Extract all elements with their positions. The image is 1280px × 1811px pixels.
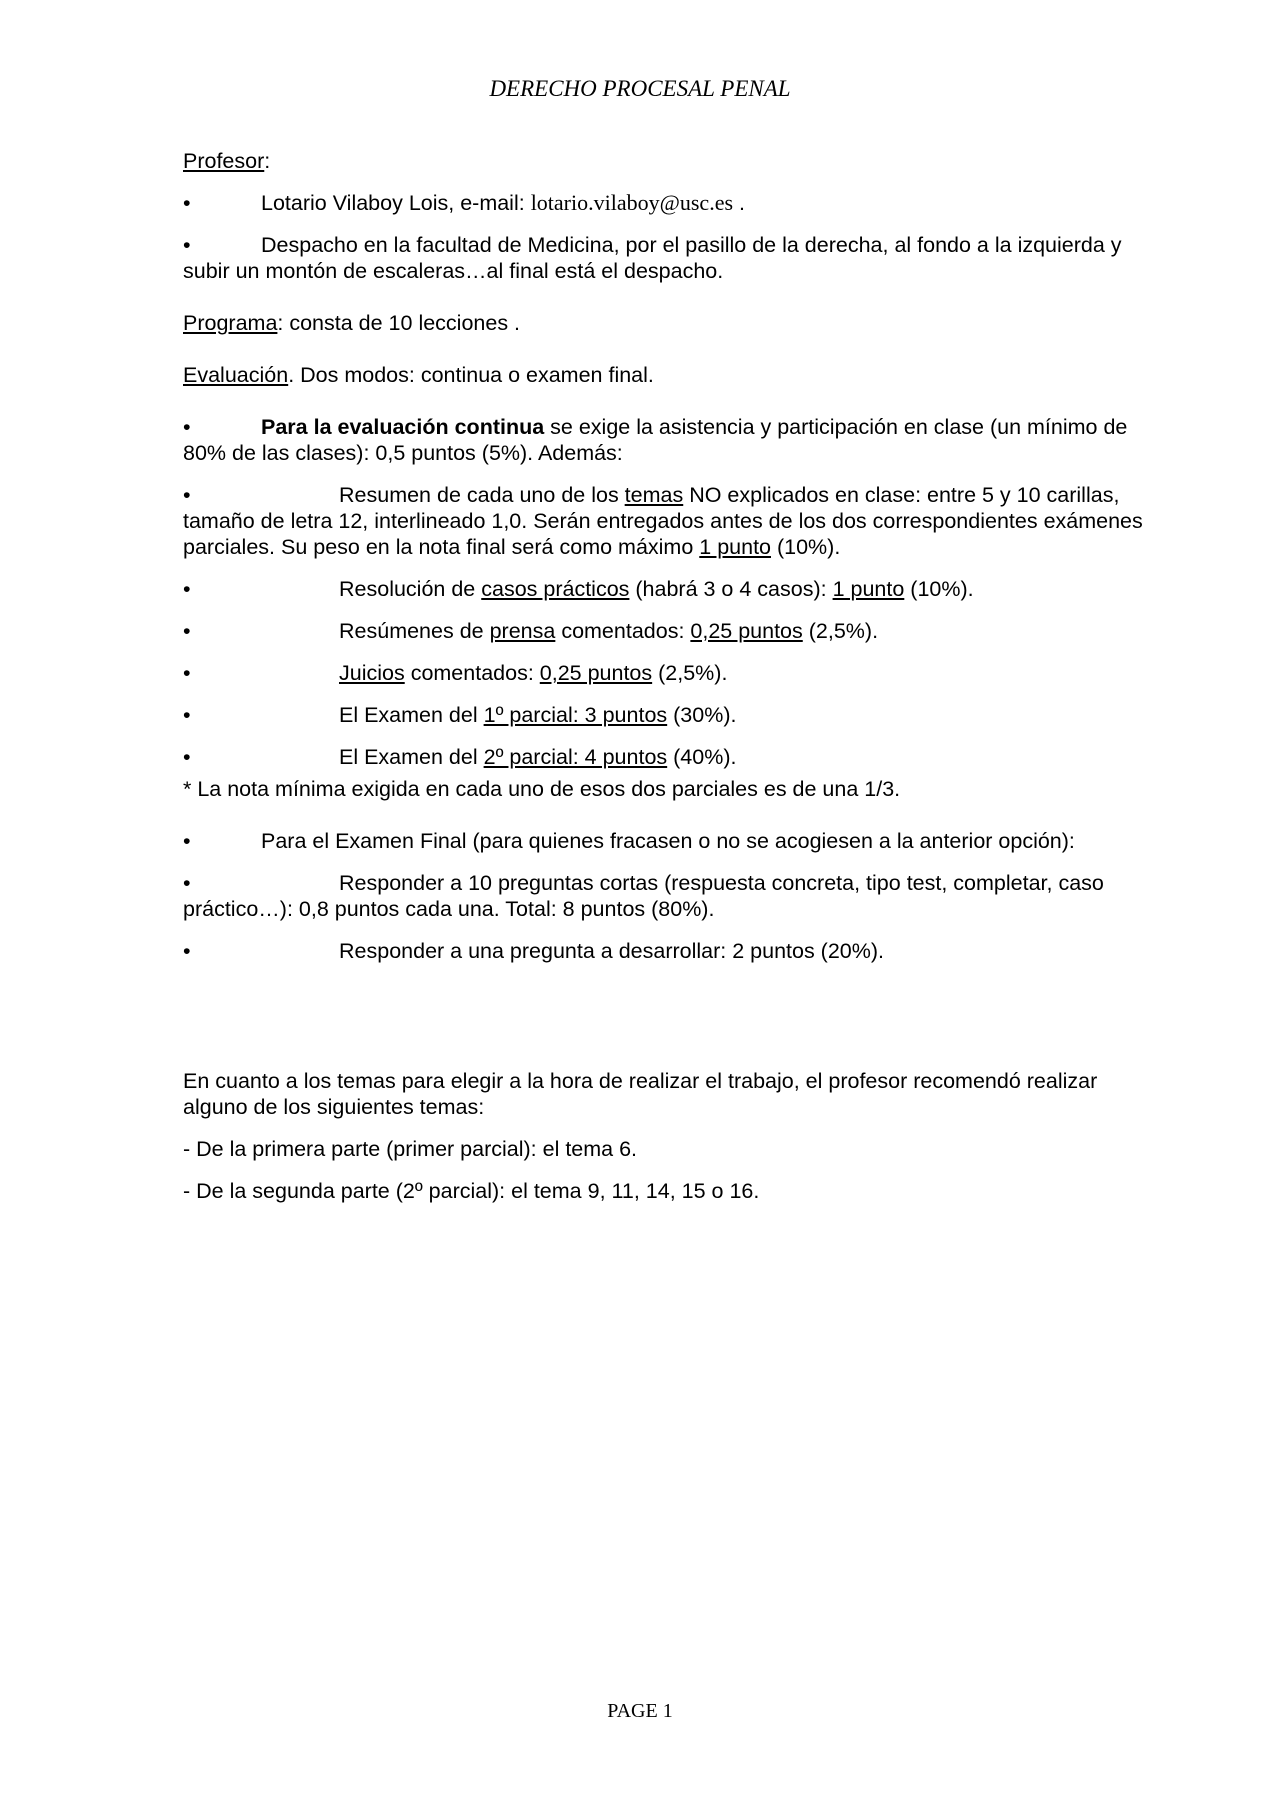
juicios-text-b: comentados: xyxy=(404,661,540,685)
prensa-puntos: 0,25 puntos xyxy=(690,619,803,643)
document-body xyxy=(183,148,1158,1220)
resumen-text-b: NO explicados en clase: entre 5 y 10 carillas, tamaño de letra 12, interlineado 1,0. Serán entregados antes de los dos correspondientes exámenes parciales. Su peso en la nota final será como máximo xyxy=(183,483,1143,559)
prensa-text-a: Resúmenes de xyxy=(339,619,490,643)
contact-suffix: . xyxy=(733,191,745,215)
parcial2-text-c: (40%). xyxy=(667,745,737,769)
programa-paragraph xyxy=(183,310,1158,336)
spacer xyxy=(183,980,1158,1068)
juicios-label: Juicios xyxy=(339,661,405,685)
prensa-label: prensa xyxy=(489,619,556,643)
list-item-prensa: • Resúmenes de prensa comentados: 0,25 puntos (2,5%). xyxy=(183,619,879,643)
page-title: DERECHO PROCESAL PENAL xyxy=(489,76,791,101)
temas-intro: En cuanto a los temas para elegir a la hora de realizar el trabajo, el profesor recomendó realizar alguno de los siguientes temas: xyxy=(183,1069,1098,1119)
evaluacion-text: . Dos modos: continua o examen final. xyxy=(288,363,654,387)
page-number: PAGE 1 xyxy=(607,1700,673,1722)
prensa-text-c: (2,5%). xyxy=(802,619,879,643)
email-link[interactable]: lotario.vilaboy@usc.es xyxy=(530,190,734,215)
parcial2-text-a: El Examen del xyxy=(339,745,484,769)
parcial1-text-c: (30%). xyxy=(667,703,737,727)
list-item-casos: • Resolución de casos prácticos (habrá 3 o 4 casos): 1 punto (10%). xyxy=(183,577,974,601)
list-item-parcial-1: • El Examen del 1º parcial: 3 puntos (30%). xyxy=(183,703,737,727)
evaluacion-label: Evaluación xyxy=(183,363,289,387)
programa-text: : consta de 10 lecciones . xyxy=(277,311,521,335)
final-intro: • Para el Examen Final (para quienes fracasen o no se acogiesen a la anterior opción): xyxy=(183,829,1075,853)
evaluacion-paragraph xyxy=(183,362,1158,388)
casos-text-a: Resolución de xyxy=(339,577,482,601)
casos-text-c: (10%). xyxy=(904,577,974,601)
profesor-heading xyxy=(183,148,1158,174)
final-intro-text: Para el Examen Final (para quienes fracasen o no se acogiesen a la anterior opción): xyxy=(261,829,1075,853)
continua-paragraph: • Para la evaluación continua se exige la asistencia y participación en clase (un mínimo de 80% de las clases): 0,5 puntos (5%). Además: xyxy=(183,415,1128,465)
temas-line-1: - De la primera parte (primer parcial): el tema 6. xyxy=(183,1137,638,1161)
continua-text: se exige la asistencia y participación en clase (un mínimo de 80% de las clases): 0,5 puntos (5%). Además: xyxy=(183,415,1128,465)
parcial1-text-a: El Examen del xyxy=(339,703,484,727)
final-item1-text: Responder a 10 preguntas cortas (respuesta concreta, tipo test, completar, caso práctico…): 0,8 puntos cada una. Total: 8 puntos (80%). xyxy=(183,871,1104,921)
resumen-text-a: Resumen de cada uno de los xyxy=(339,483,625,507)
prensa-text-b: comentados: xyxy=(555,619,691,643)
list-item-final-1: • Responder a 10 preguntas cortas (respuesta concreta, tipo test, completar, caso práctico…): 0,8 puntos cada una. Total: 8 puntos (80%). xyxy=(183,871,1104,921)
temas-line-2: - De la segunda parte (2º parcial): el tema 9, 11, 14, 15 o 16. xyxy=(183,1179,760,1203)
profesor-name: Lotario Vilaboy Lois, e-mail: xyxy=(261,191,531,215)
parcial1-puntos: 1º parcial: 3 puntos xyxy=(483,703,668,727)
casos-punto: 1 punto xyxy=(832,577,905,601)
programa-label: Programa xyxy=(183,311,278,335)
profesor-office: • Despacho en la facultad de Medicina, por el pasillo de la derecha, al fondo a la izquierda y subir un montón de escaleras…al final está el despacho. xyxy=(183,233,1122,283)
list-item-final-2: • Responder a una pregunta a desarrollar: 2 puntos (20%). xyxy=(183,939,885,963)
parcial2-puntos: 2º parcial: 4 puntos xyxy=(483,745,668,769)
resumen-temas: temas xyxy=(624,483,684,507)
profesor-colon: : xyxy=(264,149,271,173)
casos-label: casos prácticos xyxy=(481,577,630,601)
list-item-juicios: • Juicios comentados: 0,25 puntos (2,5%). xyxy=(183,661,728,685)
juicios-text-c: (2,5%). xyxy=(652,661,728,685)
profesor-label: Profesor xyxy=(183,149,265,173)
office-text: Despacho en la facultad de Medicina, por el pasillo de la derecha, al fondo a la izquierda y subir un montón de escaleras…al final está el despacho. xyxy=(183,233,1122,283)
profesor-contact: • Lotario Vilaboy Lois, e-mail: lotario.vilaboy@usc.es . xyxy=(183,190,745,215)
list-item-resumen: • Resumen de cada uno de los temas NO explicados en clase: entre 5 y 10 carillas, tamaño de letra 12, interlineado 1,0. Serán entregados antes de los dos correspondientes exámenes parciales. Su peso en la nota final será como máximo 1 punto (10%). xyxy=(183,483,1143,559)
nota-minima: * La nota mínima exigida en cada uno de esos dos parciales es de una 1/3. xyxy=(183,777,901,801)
final-item2-text: Responder a una pregunta a desarrollar: 2 puntos (20%). xyxy=(339,939,885,963)
list-item-parcial-2: • El Examen del 2º parcial: 4 puntos (40%). xyxy=(183,745,737,769)
continua-bold: Para la evaluación continua xyxy=(261,415,545,439)
juicios-puntos: 0,25 puntos xyxy=(539,661,653,685)
resumen-punto: 1 punto xyxy=(699,535,771,559)
resumen-text-c: (10%). xyxy=(771,535,841,559)
casos-text-b: (habrá 3 o 4 casos): xyxy=(629,577,833,601)
